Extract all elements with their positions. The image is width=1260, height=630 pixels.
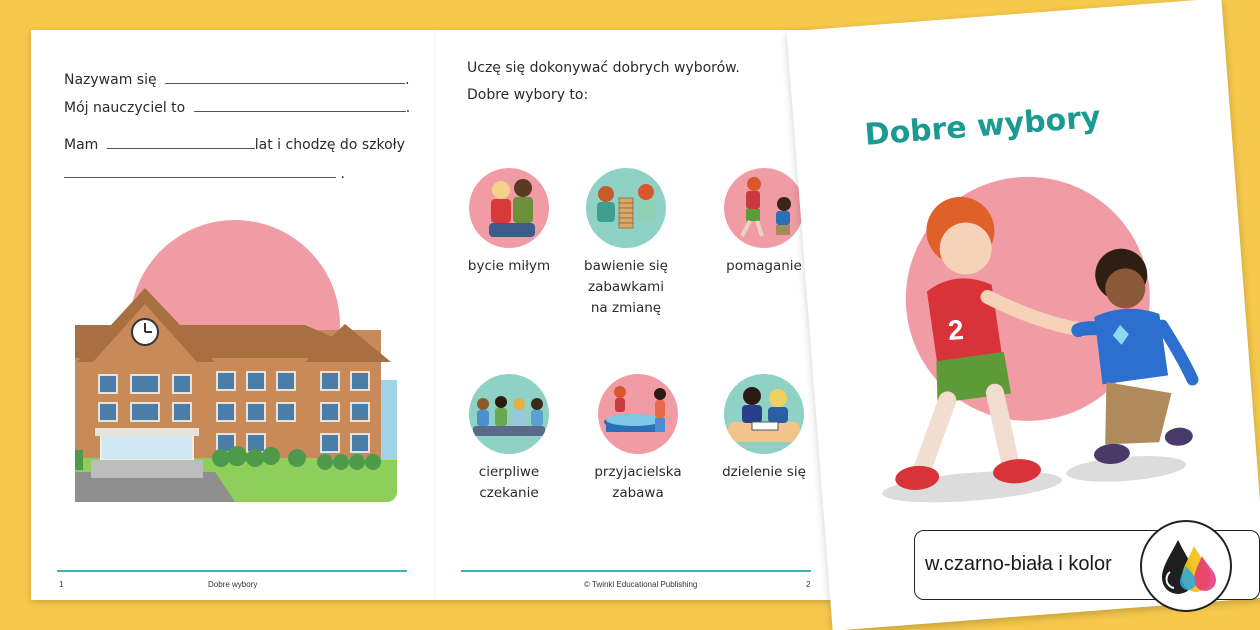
- left-footer-title: Dobre wybory: [208, 580, 258, 589]
- choice-label: bycie miłym: [467, 258, 551, 274]
- intro-text: Uczę się dokonywać dobrych wyborów.: [467, 60, 740, 76]
- choice-item-dzielenie-sie: [709, 374, 819, 483]
- page-fold: [434, 30, 435, 600]
- age-suffix: lat i chodzę do szkoły: [254, 137, 405, 153]
- teacher-line: [64, 100, 410, 116]
- name-period: .: [405, 72, 410, 88]
- left-footer-rule: [57, 570, 407, 572]
- sharing-illustration: [724, 374, 804, 454]
- teacher-label: Mój nauczyciel to: [64, 100, 186, 116]
- choice-label: bawienie się zabawkami na zmianę: [584, 258, 668, 316]
- choice-item-bawienie-sie: [571, 168, 681, 319]
- name-label: Nazywam się: [64, 72, 157, 88]
- school-illustration: [75, 220, 397, 502]
- school-blank[interactable]: [64, 166, 336, 178]
- school-line: [64, 166, 345, 182]
- waiting-illustration: [469, 374, 549, 454]
- choice-label: cierpliwe czekanie: [478, 464, 540, 501]
- right-footer-rule: [461, 570, 811, 572]
- teacher-blank[interactable]: [194, 100, 406, 112]
- name-blank[interactable]: [165, 72, 405, 84]
- cover-helping-illustration: [838, 150, 1223, 517]
- right-footer-copyright: © Twinkl Educational Publishing: [584, 580, 698, 589]
- cover-title: Dobre wybory: [863, 99, 1102, 153]
- choice-label: przyjacielska zabawa: [594, 464, 682, 501]
- friendly-play-illustration: [598, 374, 678, 454]
- helping-illustration: [724, 168, 804, 248]
- badge-label: w.czarno-biała i kolor: [925, 553, 1112, 575]
- ink-drops-icon: [1140, 520, 1232, 612]
- kind-children-illustration: [469, 168, 549, 248]
- shirt-number: 2: [946, 313, 965, 347]
- right-page-number: 2: [806, 580, 811, 589]
- choice-label: pomaganie: [726, 258, 802, 274]
- choice-item-przyjacielska-zabawa: [583, 374, 693, 504]
- age-line: [64, 137, 405, 153]
- choice-label: dzielenie się: [722, 464, 806, 480]
- name-line: [64, 72, 410, 88]
- age-blank[interactable]: [107, 137, 255, 149]
- taking-turns-illustration: [586, 168, 666, 248]
- school-period: .: [340, 166, 345, 182]
- list-label: Dobre wybory to:: [467, 87, 589, 103]
- choice-item-cierpliwe-czekanie: [454, 374, 564, 504]
- teacher-period: .: [405, 100, 411, 116]
- left-page-number: 1: [59, 580, 64, 589]
- booklet-spread: [31, 30, 837, 600]
- age-prefix: Mam: [64, 137, 99, 153]
- choice-item-bycie-milym: [454, 168, 564, 277]
